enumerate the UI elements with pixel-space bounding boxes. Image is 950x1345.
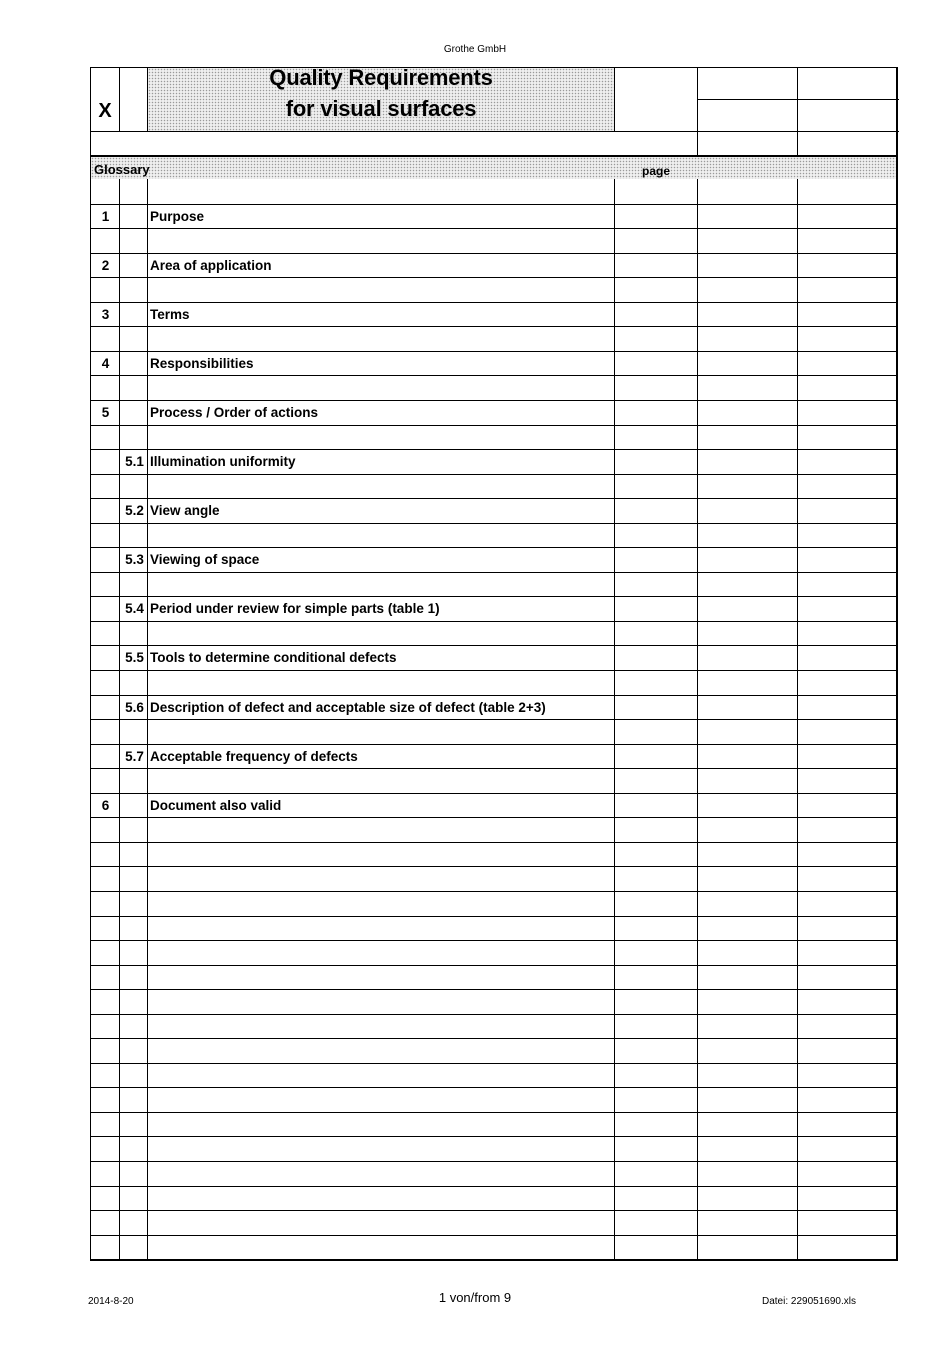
divider (614, 68, 615, 131)
table-row (91, 916, 897, 941)
table-row (91, 1210, 897, 1235)
table-row (91, 1235, 897, 1260)
table-row (91, 965, 897, 990)
entry-subnumber: 5.5 (125, 650, 144, 666)
table-row (91, 793, 897, 818)
table-row (91, 1161, 897, 1186)
glossary-label: Glossary (94, 162, 150, 177)
entry-number: 2 (101, 257, 110, 273)
table-row (91, 1014, 897, 1039)
table-row (91, 375, 897, 400)
divider (697, 68, 698, 156)
entry-subnumber: 5.7 (125, 748, 144, 764)
table-row (91, 596, 897, 621)
entry-number: 3 (101, 306, 110, 322)
document-title-line2: for visual surfaces (285, 96, 477, 121)
table-row (91, 1063, 897, 1088)
divider (91, 131, 899, 132)
table-row (91, 179, 897, 204)
divider (797, 68, 798, 156)
table-row (91, 866, 897, 891)
entry-number: 1 (101, 208, 110, 224)
company-name: Grothe GmbH (443, 44, 507, 55)
table-row (91, 1087, 897, 1112)
table-row (91, 498, 897, 523)
footer-date: 2014-8-20 (88, 1296, 134, 1307)
table-row (91, 817, 897, 842)
table-row (91, 253, 897, 278)
entry-subnumber: 5.3 (125, 552, 144, 568)
entry-number: 6 (101, 797, 110, 813)
table-row (91, 474, 897, 499)
table-row (91, 645, 897, 670)
footer-filename: Datei: 229051690.xls (762, 1296, 856, 1307)
table-row (91, 1038, 897, 1063)
entry-label: Period under review for simple parts (table 1) (150, 601, 440, 617)
table-row (91, 228, 897, 253)
table-row (91, 768, 897, 793)
table-row (91, 1112, 897, 1137)
entry-label: Description of defect and acceptable size of defect (table 2+3) (150, 699, 546, 715)
table-row (91, 351, 897, 376)
table-row (91, 1186, 897, 1211)
entry-subnumber: 5.4 (125, 601, 144, 617)
table-row (91, 425, 897, 450)
table-row (91, 621, 897, 646)
table-row (91, 302, 897, 327)
entry-label: Document also valid (150, 797, 282, 813)
table-row (91, 523, 897, 548)
table-row (91, 400, 897, 425)
toc-table (90, 179, 898, 1261)
page-column-label: page (642, 164, 671, 178)
table-row (91, 842, 897, 867)
entry-label: Area of application (150, 257, 272, 273)
entry-number: 5 (101, 404, 110, 420)
page-number: 1 von/from 9 (438, 1290, 512, 1305)
entry-label: Acceptable frequency of defects (150, 748, 358, 764)
divider (697, 99, 899, 100)
divider (119, 68, 120, 131)
entry-label: Terms (150, 306, 190, 322)
entry-subnumber: 5.2 (125, 503, 144, 519)
entry-label: Viewing of space (150, 552, 260, 568)
check-mark: X (98, 100, 112, 122)
table-row (91, 695, 897, 720)
table-row (91, 277, 897, 302)
entry-label: Tools to determine conditional defects (150, 650, 397, 666)
glossary-header (90, 155, 898, 179)
document-header (90, 67, 898, 155)
entry-label: View angle (150, 503, 220, 519)
entry-label: Process / Order of actions (150, 404, 319, 420)
table-row (91, 326, 897, 351)
entry-label: Purpose (150, 208, 205, 224)
table-row (91, 891, 897, 916)
document-title-line1: Quality Requirements (269, 65, 493, 90)
table-row (91, 744, 897, 769)
table-row (91, 670, 897, 695)
entry-label: Illumination uniformity (150, 454, 296, 470)
table-row (91, 449, 897, 474)
title-box (148, 65, 614, 131)
entry-number: 4 (101, 355, 110, 371)
entry-subnumber: 5.6 (125, 699, 144, 715)
entry-subnumber: 5.1 (125, 454, 144, 470)
table-row (91, 572, 897, 597)
table-row (91, 1136, 897, 1161)
table-row (91, 547, 897, 572)
table-row (91, 719, 897, 744)
table-row (91, 204, 897, 229)
table-row (91, 940, 897, 965)
table-row (91, 989, 897, 1014)
entry-label: Responsibilities (150, 355, 254, 371)
